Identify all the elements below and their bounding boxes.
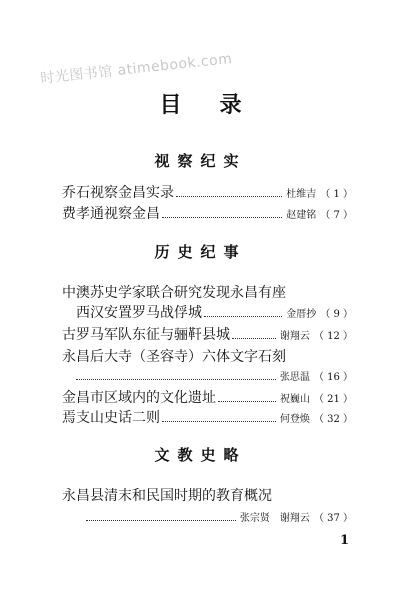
leader-dots <box>162 205 282 218</box>
entry-title: 金昌市区域内的文化遗址 <box>62 390 216 406</box>
entry-author: 何登焕 <box>279 414 310 425</box>
entry-page: （ 12 ） <box>313 331 353 342</box>
leader-dots <box>232 326 276 339</box>
toc-entry[interactable] <box>62 409 353 429</box>
section-title-inspection: 视察纪实 <box>154 152 247 170</box>
toc-entry[interactable] <box>62 367 353 387</box>
toc-entry[interactable] <box>62 205 353 225</box>
entry-title-line1[interactable]: 中澳苏史学家联合研究发现永昌有座 <box>62 285 286 301</box>
entry-title: 乔石视察金昌实录 <box>62 185 174 201</box>
leader-dots <box>218 389 276 402</box>
entry-page: （ 7 ） <box>320 210 353 221</box>
entry-page: （ 9 ） <box>320 309 353 320</box>
entry-page: （ 37 ） <box>313 513 353 524</box>
entry-title-cont: 西汉安置罗马战俘城 <box>76 305 202 321</box>
leader-dots <box>86 508 236 521</box>
entry-title: 古罗马军队东征与骊靬县城 <box>62 327 230 343</box>
entry-author: 谢翔云 <box>279 331 310 342</box>
section-title-history: 历史纪事 <box>154 243 247 261</box>
toc-entry[interactable] <box>62 508 353 528</box>
toc-entry[interactable] <box>62 389 353 409</box>
entry-page: （ 21 ） <box>313 394 353 405</box>
entry-author: 杜维吉 <box>286 189 317 200</box>
entry-page: （ 16 ） <box>313 372 353 383</box>
toc-entry[interactable] <box>62 184 353 204</box>
entry-page: （ 1 ） <box>320 189 353 200</box>
entry-title-line1[interactable]: 永昌后大寺（圣容寺）六体文字石刻 <box>62 349 286 365</box>
entry-page: （ 32 ） <box>313 414 353 425</box>
entry-title: 费孝通视察金昌 <box>62 206 160 222</box>
page-title: 目录 <box>159 92 280 118</box>
entry-author: 金厝抄 <box>286 309 317 320</box>
leader-dots <box>176 184 282 197</box>
leader-dots <box>204 304 282 317</box>
toc-entry[interactable] <box>76 304 353 324</box>
entry-title-line1[interactable]: 永昌县清末和民国时期的教育概况 <box>62 488 272 504</box>
entry-author: 祝巍山 <box>279 394 310 405</box>
section-title-education: 文教史略 <box>154 446 247 464</box>
entry-author: 张思温 <box>279 372 310 383</box>
entry-title: 焉支山史话二则 <box>62 410 160 426</box>
page-number: 1 <box>340 533 350 548</box>
toc-entry[interactable] <box>62 326 353 346</box>
leader-dots <box>162 409 276 422</box>
entry-author: 张宗贤 谢翔云 <box>239 513 310 524</box>
entry-author: 赵建铭 <box>286 210 317 221</box>
watermark: 时光图书馆 atimebook.com <box>39 50 234 88</box>
leader-dots <box>76 367 276 380</box>
